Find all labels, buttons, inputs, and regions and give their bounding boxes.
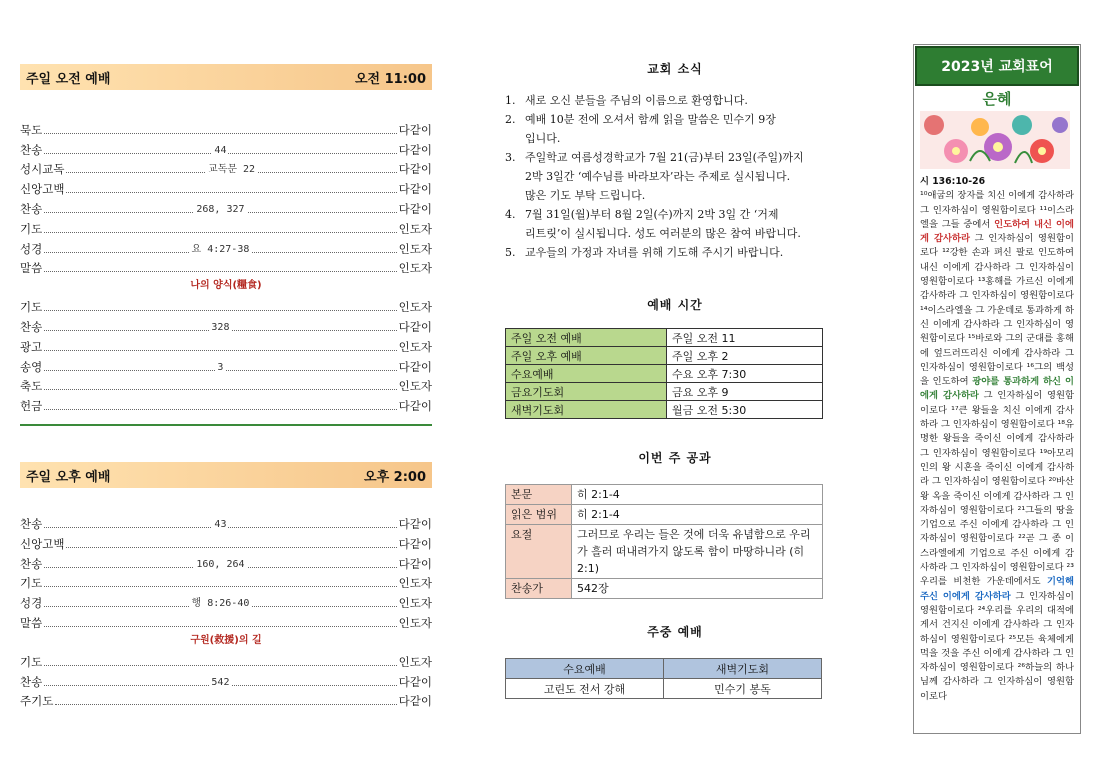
order-row <box>20 177 432 197</box>
order-row <box>20 118 432 138</box>
lesson-value: 그러므로 우리는 들은 것에 더욱 유념함으로 우리가 흘러 떠내려가지 않도록 함이 마땅하니라 (히 2:1) <box>572 525 823 579</box>
service-time: 금요 오후 9 <box>667 383 823 401</box>
order-item-label: 기도 <box>20 576 43 591</box>
leader-dots <box>44 309 396 311</box>
psalm-part-2: 그 인자하심이 영원함이로다 ¹²강한 손과 펴신 팔로 인도하여 내신 이에게 감사하라 그 인자하심이 영원함이로다 ¹³홍해를 가르신 이에게 감사하라 그 인자하심이 영원함이로다 ¹⁴이스라엘을 그 가운데로 통과하게 하신 이에게 감사하라 그 인자하심이 영원함이로다 ¹⁵바로와 그의 군대를 홍해에 엎드러뜨리신 이에게 감사하라 그 인자하심이 영원함이로다 ¹⁶그의 백성을 인도하여 <box>920 233 1074 388</box>
service-time: 수요 오후 7:30 <box>667 365 823 383</box>
order-item-detail: 44 <box>214 144 227 156</box>
service-time-row <box>506 401 823 419</box>
service-name: 수요예배 <box>506 365 667 383</box>
order-row <box>20 552 432 572</box>
order-item-leader: 다같이 <box>398 142 432 157</box>
psalm-highlight-1: 인도하여 내신 이에게 감사하라 <box>920 218 1074 245</box>
service-name: 금요기도회 <box>506 383 667 401</box>
order-item-detail: 268, 327 <box>196 203 245 215</box>
order-row <box>20 355 432 375</box>
order-item-leader: 인도자 <box>398 615 432 630</box>
church-motto-panel <box>913 44 1081 734</box>
order-item-label: 기도 <box>20 300 43 315</box>
order-of-worship <box>20 64 432 709</box>
order-item-leader: 다같이 <box>398 182 432 197</box>
news-number: 3. <box>505 151 516 164</box>
order-item-label: 성시교독 <box>20 162 65 177</box>
order-item-detail: 행 8:26-40 <box>191 598 250 610</box>
order-row <box>20 512 432 532</box>
news-item <box>505 243 845 262</box>
service-name: 새벽기도회 <box>506 401 667 419</box>
order-item-label: 성경 <box>20 596 43 611</box>
order-item-detail: 542 <box>211 676 230 688</box>
order-item-label: 찬송 <box>20 516 43 531</box>
service-time: 주일 오후 2 <box>667 347 823 365</box>
order-row <box>20 197 432 217</box>
lesson-key: 본문 <box>506 485 572 505</box>
order-item-detail: 160, 264 <box>196 558 245 570</box>
order-item-leader: 다같이 <box>398 162 432 177</box>
service-time: 주일 오전 11 <box>667 329 823 347</box>
afternoon-order-list-2 <box>20 650 432 709</box>
lesson-key: 요절 <box>506 525 572 579</box>
lesson-row <box>506 505 823 525</box>
order-item-leader: 인도자 <box>398 379 432 394</box>
service-time-row <box>506 347 823 365</box>
leader-dots <box>44 664 396 666</box>
order-row <box>20 611 432 631</box>
order-row <box>20 237 432 257</box>
news-number: 5. <box>505 246 516 259</box>
order-item-leader: 다같이 <box>398 694 432 709</box>
service-name: 주일 오전 예배 <box>506 329 667 347</box>
order-item-leader: 인도자 <box>398 339 432 354</box>
order-item-leader: 인도자 <box>398 300 432 315</box>
order-item-leader: 다같이 <box>398 319 432 334</box>
leader-dots <box>44 132 396 134</box>
order-item-label: 축도 <box>20 379 43 394</box>
order-row <box>20 138 432 158</box>
order-item-leader: 인도자 <box>398 221 432 236</box>
motto-title: 2023년 교회표어 <box>915 46 1079 86</box>
order-item-label: 찬송 <box>20 319 43 334</box>
order-item-leader: 다같이 <box>398 536 432 551</box>
order-item-leader: 다같이 <box>398 359 432 374</box>
order-item-label: 송영 <box>20 359 43 374</box>
order-row <box>20 532 432 552</box>
order-item-label: 광고 <box>20 339 43 354</box>
leader-dots <box>44 518 396 530</box>
order-item-label: 찬송 <box>20 674 43 689</box>
order-item-detail: 328 <box>211 321 230 333</box>
order-item-leader: 인도자 <box>398 261 432 276</box>
afternoon-service-title: 주일 오후 예배 <box>26 469 111 485</box>
order-item-label: 말씀 <box>20 261 43 276</box>
news-number: 2. <box>505 113 516 126</box>
service-time-row <box>506 383 823 401</box>
morning-service-header <box>20 64 432 90</box>
order-item-leader: 다같이 <box>398 201 432 216</box>
news-line: 교우들의 가정과 자녀를 위해 기도해 주시기 바랍니다. <box>525 246 784 259</box>
order-item-leader: 다같이 <box>398 399 432 414</box>
order-item-label: 기도 <box>20 221 43 236</box>
times-title: 예배 시간 <box>647 298 703 312</box>
order-row <box>20 591 432 611</box>
order-row <box>20 315 432 335</box>
psalm-part-1: ¹⁰애굽의 장자를 치신 이에게 감사하라 그 인자하심이 영원함이로다 ¹¹이스라엘을 그들 중에서 <box>920 190 1074 230</box>
order-row <box>20 670 432 690</box>
order-row <box>20 257 432 277</box>
news-line: 예배 10분 전에 오셔서 함께 읽을 말씀은 민수기 9장 <box>525 113 776 126</box>
news-line: 많은 기도 부탁 드립니다. <box>525 189 646 202</box>
leader-dots <box>44 144 396 156</box>
leader-dots <box>44 408 396 410</box>
leader-dots <box>44 203 396 215</box>
psalm-part-3: 그 인자하심이 영원함이로다 ¹⁷큰 왕들을 치신 이에게 감사하라 그 인자하심이 영원함이로다 ¹⁸유명한 왕들을 죽이신 이에게 감사하라 그 인자하심이 영원함이로다 ¹⁹아모리인의 왕 시혼을 죽이신 이에게 감사하라 그 인자하심이 영원함이로다 ²⁰바산 왕 옥을 죽이신 이에게 감사하라 그 인자하심이 영원함이로다 ²¹그들의 땅을 기업으로 주신 이에게 감사하라 그 인자하심이 영원함이로다 ²²곧 그 종 이스라엘에게 기업으로 주신 이에게 감사하라 그 인자하심이 영원함이로다 ²³우리를 비천한 가운데에서도 <box>920 390 1074 588</box>
psalm-highlight-3: 기억해 주신 이에게 감사하라 <box>920 576 1074 602</box>
order-item-label: 성경 <box>20 241 43 256</box>
order-item-leader: 다같이 <box>398 674 432 689</box>
news-item <box>505 91 845 110</box>
leader-dots <box>44 243 396 255</box>
leader-dots <box>44 270 396 272</box>
leader-dots <box>44 231 396 233</box>
lesson-row <box>506 485 823 505</box>
order-item-leader: 인도자 <box>398 596 432 611</box>
order-item-label: 찬송 <box>20 556 43 571</box>
order-item-detail: 요 4:27-38 <box>191 243 250 255</box>
weekday-head-dawn: 새벽기도회 <box>664 659 822 679</box>
psalm-text <box>914 175 1080 704</box>
leader-dots <box>44 321 396 333</box>
leader-dots <box>44 349 396 351</box>
order-item-label: 묵도 <box>20 122 43 137</box>
weekday-head-wed: 수요예배 <box>506 659 664 679</box>
afternoon-service-time: 오후 2:00 <box>364 469 426 485</box>
news-line: 주일학교 여름성경학교가 7월 21(금)부터 23일(주일)까지 <box>525 151 804 164</box>
service-times-table <box>505 328 823 419</box>
leader-dots <box>55 703 396 705</box>
afternoon-service-header <box>20 462 432 488</box>
order-item-label: 찬송 <box>20 201 43 216</box>
order-row <box>20 335 432 355</box>
lesson-value: 542장 <box>572 579 823 599</box>
leader-dots <box>44 625 396 627</box>
psalm-reference: 시 136:10-26 <box>920 176 986 187</box>
lesson-key: 읽은 범위 <box>506 505 572 525</box>
service-time-row <box>506 329 823 347</box>
lesson-title: 이번 주 공과 <box>638 451 712 465</box>
order-row <box>20 394 432 414</box>
news-item <box>505 148 845 205</box>
afternoon-order-list <box>20 512 432 631</box>
order-item-detail: 교독문 22 <box>208 164 256 176</box>
news-number: 4. <box>505 208 516 221</box>
weekday-title: 주중 예배 <box>647 625 703 639</box>
service-time: 월금 오전 5:30 <box>667 401 823 419</box>
leader-dots <box>44 388 396 390</box>
order-item-leader: 다같이 <box>398 122 432 137</box>
news-line: 7월 31일(월)부터 8월 2일(수)까지 2박 3일 간 ‘거제 <box>525 208 779 221</box>
lesson-value: 히 2:1-4 <box>572 485 823 505</box>
order-item-label: 신앙고백 <box>20 536 65 551</box>
church-info <box>505 60 845 699</box>
news-title: 교회 소식 <box>647 62 703 76</box>
leader-dots <box>66 546 396 548</box>
morning-order-list <box>20 118 432 276</box>
leader-dots <box>66 191 396 193</box>
lesson-row <box>506 525 823 579</box>
order-item-label: 신앙고백 <box>20 182 65 197</box>
afternoon-sermon-title: 구원(救援)의 길 <box>190 634 262 646</box>
order-item-leader: 다같이 <box>398 516 432 531</box>
morning-service-title: 주일 오전 예배 <box>26 71 111 87</box>
lesson-table <box>505 484 823 599</box>
order-row <box>20 217 432 237</box>
order-item-label: 주기도 <box>20 694 54 709</box>
order-item-label: 찬송 <box>20 142 43 157</box>
order-item-leader: 인도자 <box>398 654 432 669</box>
order-item-label: 기도 <box>20 654 43 669</box>
motto-word: 은혜 <box>982 90 1012 108</box>
news-line: 입니다. <box>525 132 561 145</box>
service-time-row <box>506 365 823 383</box>
news-line: 새로 오신 분들을 주님의 이름으로 환영합니다. <box>525 94 748 107</box>
order-item-detail: 3 <box>217 361 224 373</box>
weekday-table <box>505 658 822 699</box>
order-row <box>20 158 432 178</box>
news-number: 1. <box>505 94 516 107</box>
service-name: 주일 오후 예배 <box>506 347 667 365</box>
order-item-label: 헌금 <box>20 399 43 414</box>
order-item-label: 말씀 <box>20 615 43 630</box>
order-item-leader: 인도자 <box>398 241 432 256</box>
leader-dots <box>44 676 396 688</box>
order-row <box>20 572 432 592</box>
order-row <box>20 690 432 710</box>
morning-sermon-title: 나의 양식(糧食) <box>190 280 262 292</box>
news-line: 리트릿’이 실시됩니다. 성도 여러분의 많은 참여 바랍니다. <box>525 227 801 240</box>
order-item-detail: 43 <box>214 518 227 530</box>
weekday-cell-dawn: 민수기 봉독 <box>664 679 822 699</box>
order-row <box>20 295 432 315</box>
order-item-leader: 인도자 <box>398 576 432 591</box>
lesson-value: 히 2:1-4 <box>572 505 823 525</box>
news-line: 2박 3일간 ‘예수님를 바라보자’라는 주제로 실시됩니다. <box>525 170 791 183</box>
news-item <box>505 205 845 243</box>
order-row <box>20 650 432 670</box>
morning-service-time: 오전 11:00 <box>354 71 426 87</box>
news-list <box>505 91 845 262</box>
leader-dots <box>66 164 396 176</box>
leader-dots <box>44 585 396 587</box>
weekday-cell-wed: 고린도 전서 강해 <box>506 679 664 699</box>
lesson-row <box>506 579 823 599</box>
morning-order-list-2 <box>20 295 432 414</box>
psalm-highlight-2: 광야를 통과하게 하신 이에게 감사하라 <box>920 376 1074 402</box>
news-item <box>505 110 845 148</box>
lesson-key: 찬송가 <box>506 579 572 599</box>
flower-illustration <box>920 111 1070 169</box>
psalm-part-4: 그 인자하심이 영원함이로다 ²⁴우리를 우리의 대적에게서 건지신 이에게 감사하라 그 인자하심이 영원함이로다 ²⁵모든 육체에게 먹을 것을 주신 이에게 감사하라 그 인자하심이 영원함이로다 ²⁶하늘의 하나님께 감사하라 그 인자하심이 영원함이로다 <box>920 590 1074 702</box>
order-row <box>20 375 432 395</box>
order-item-leader: 다같이 <box>398 556 432 571</box>
leader-dots <box>44 558 396 570</box>
leader-dots <box>44 598 396 610</box>
leader-dots <box>44 361 396 373</box>
